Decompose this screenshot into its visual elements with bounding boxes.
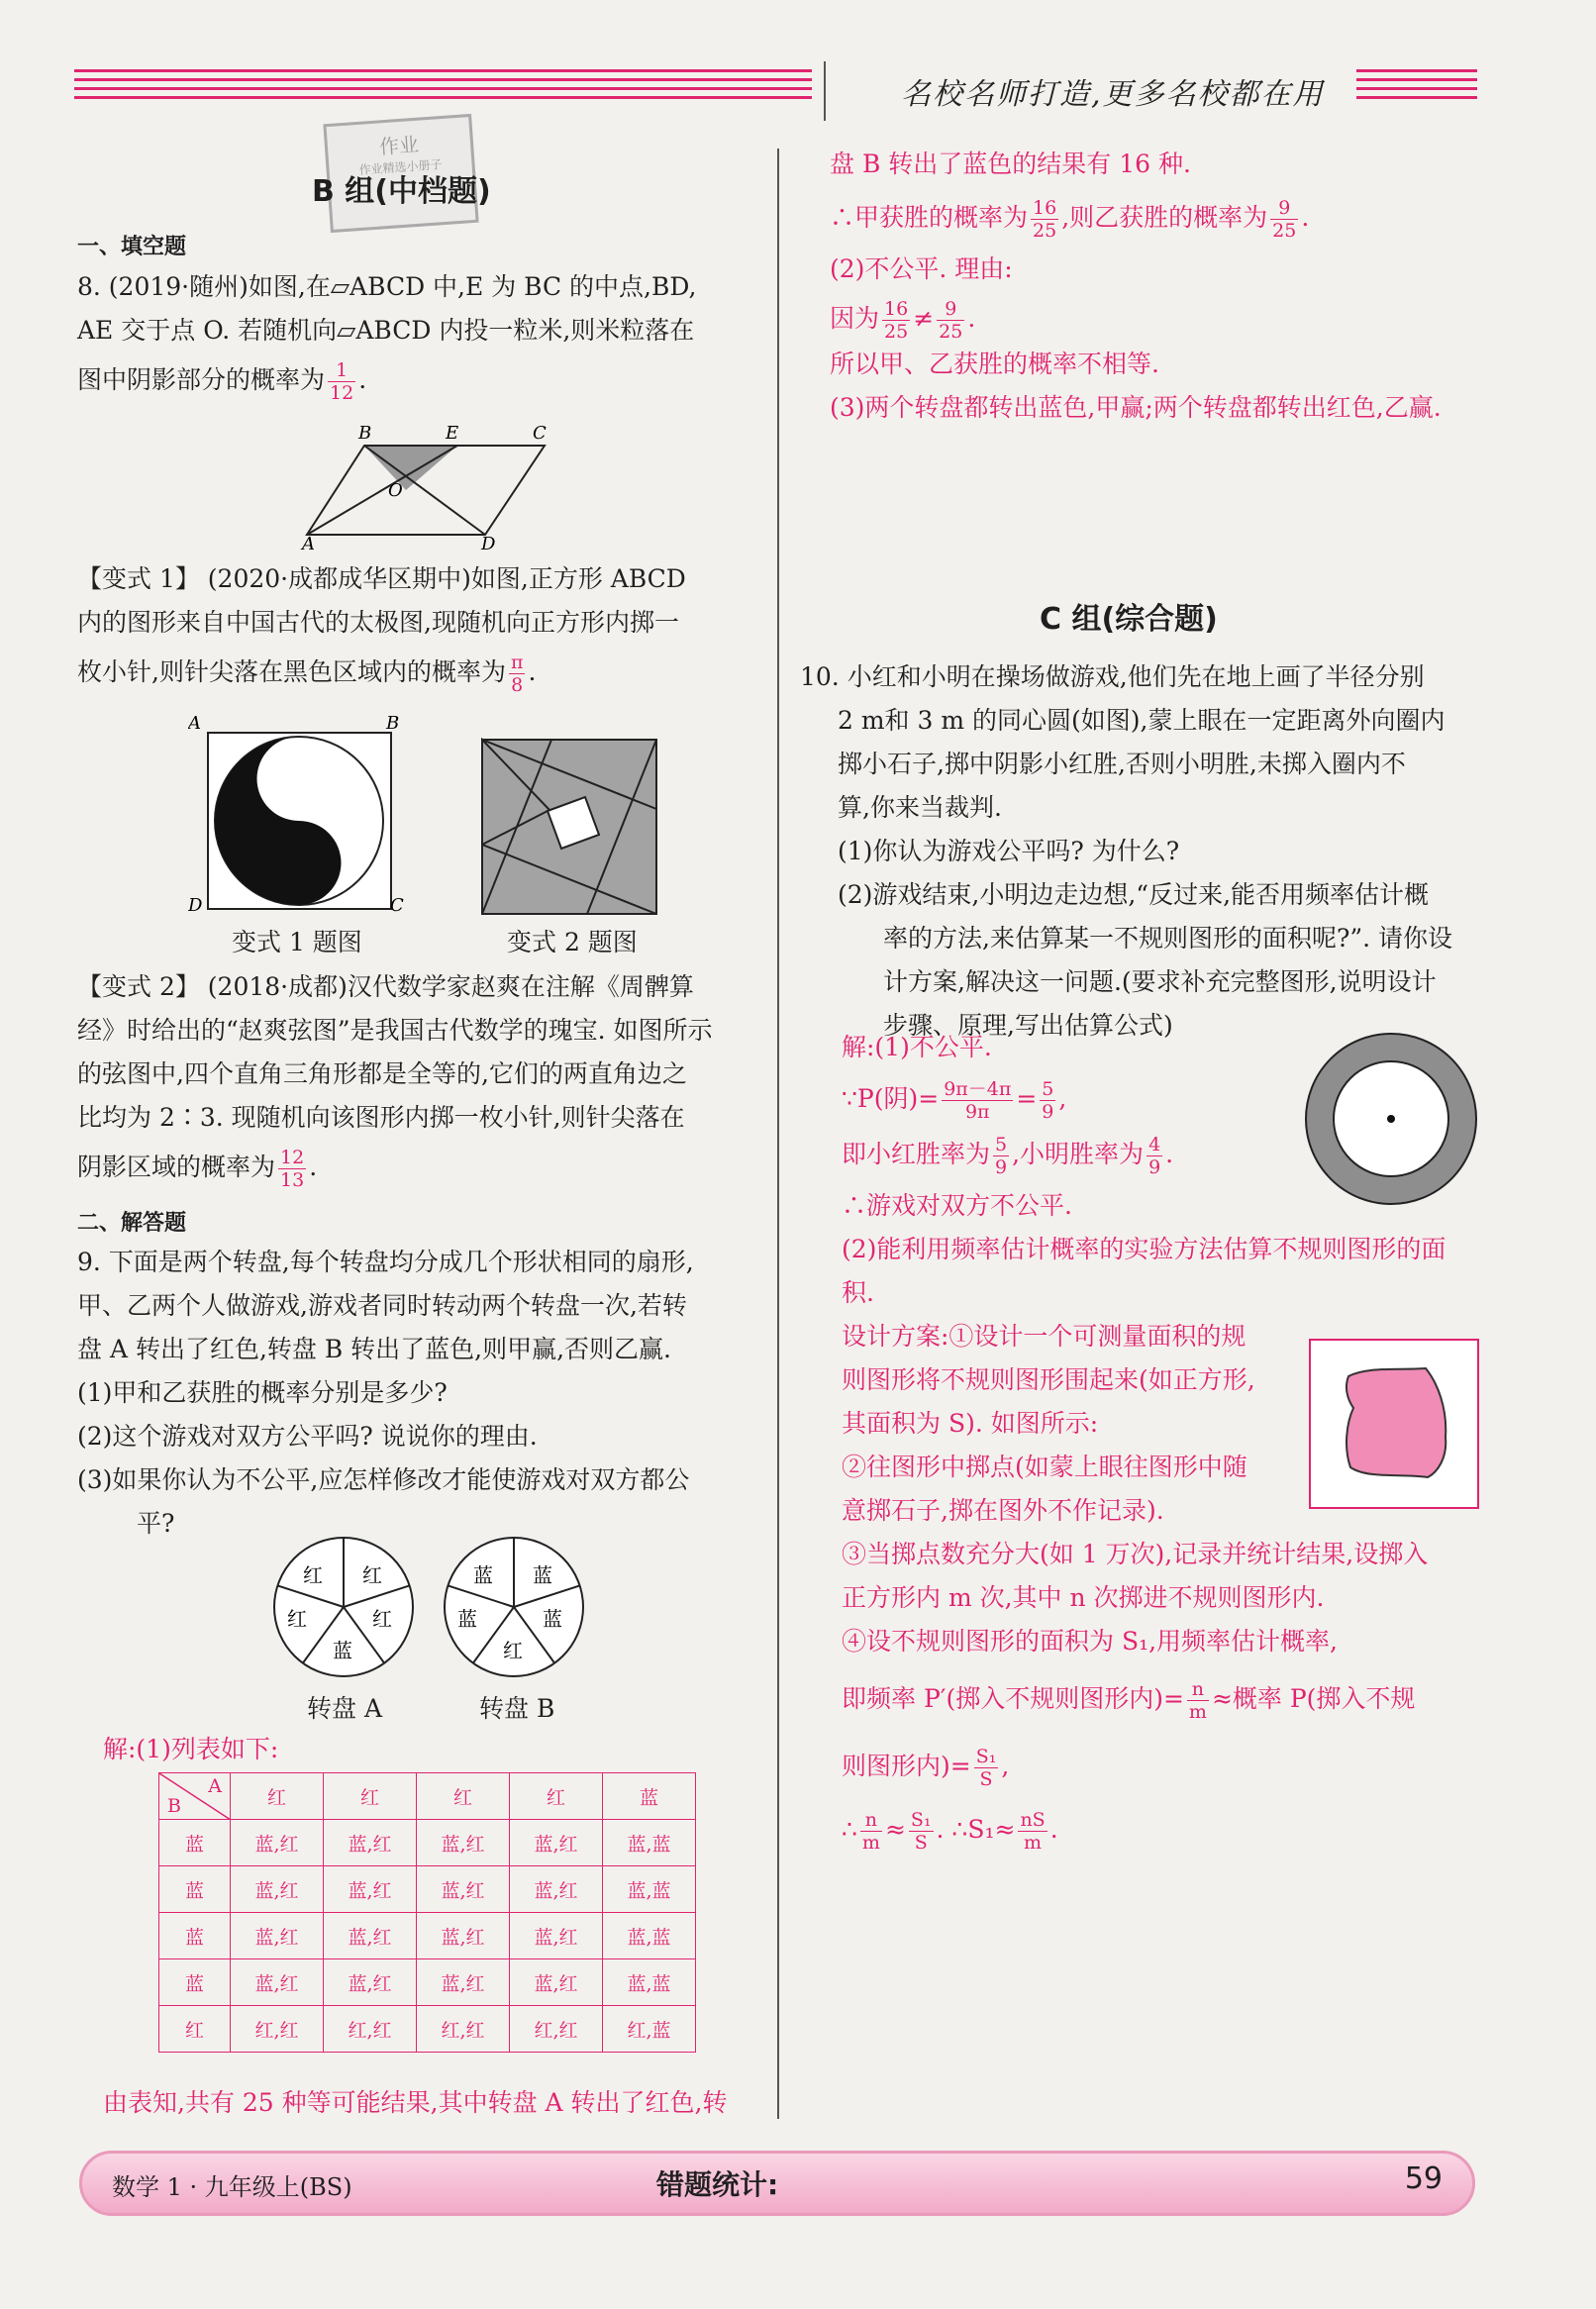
spin-a-label-1: 红 [303, 1563, 323, 1587]
table-cell: 蓝,红 [510, 1959, 603, 2006]
table-cell: 蓝 [159, 1866, 231, 1913]
taiji-label-b: B [386, 713, 400, 734]
table-cell: 蓝 [159, 1913, 231, 1959]
right-continuation: 盘 B 转出了蓝色的结果有 16 种. ∴甲获胜的概率为 $\frac{16}{25}$ ,则乙获胜的概率为 $\frac{9}{25}$ . (2)不公平. 理由: 因为 $\frac{16}{25}$ ≠ $\frac{9}{25}$ . 所以甲、乙获胜的概率不相等. (3)两个转盘都转出蓝色,甲赢;两个转盘都转出红色,乙赢. [830, 150, 1442, 422]
table-cell: 蓝,红 [324, 1820, 417, 1866]
table-header-cell: 红 [324, 1773, 417, 1820]
q9-text: 9. 下面是两个转盘,每个转盘均分成几个形状相同的扇形, 甲、乙两个人做游戏,游戏者同时转动两个转盘一次,若转 盘 A 转出了红色,转盘 B 转出了蓝色,则甲赢,否则乙赢. (1)甲和乙获胜的概率分别是多少? (2)这个游戏对双方公平吗? 说说你的理由. (3)如果你认为不公平,应怎样修改才能使游戏对双方都公 平? [77, 1248, 694, 1538]
stamp-image: 作业 作业精选小册子 [323, 114, 478, 233]
table-cell: 蓝,红 [510, 1913, 603, 1959]
table-cell: 红,红 [324, 2006, 417, 2053]
taiji-label-a: A [188, 713, 201, 734]
v1-answer: $\frac{\pi}{8}$ [510, 652, 524, 696]
taiji-figure [188, 713, 416, 916]
table-cell: 蓝,红 [417, 1820, 510, 1866]
zhao-shuang-figure [480, 738, 658, 916]
spinner-a [269, 1533, 418, 1681]
table-cell: 蓝,蓝 [603, 1866, 696, 1913]
label-a: A [302, 534, 315, 550]
spin-a-label-3: 红 [287, 1607, 307, 1631]
variant1-text: 【变式 1】 (2020·成都成华区期中)如图,正方形 ABCD 内的图形来自中国古代的太极图,现随机向正方形内掷一 枚小针,则针尖落在黑色区域内的概率为 $\frac{\pi}{8}$ . [77, 564, 686, 696]
table-cell: 红,红 [417, 2006, 510, 2053]
table-row [159, 1820, 696, 1866]
answer-questions-heading: 二、解答题 [77, 1211, 187, 1236]
v2-answer: $\frac{12}{13}$ [280, 1147, 305, 1191]
table-cell: 蓝,红 [417, 1866, 510, 1913]
page-number: 59 [1404, 2161, 1443, 2196]
label-c: C [533, 423, 547, 444]
table-cell: 红 [159, 2006, 231, 2053]
table-header-cell: 蓝 [603, 1773, 696, 1820]
table-cell: 红,红 [510, 2006, 603, 2053]
table-cell: 蓝,蓝 [603, 1820, 696, 1866]
spin-b-label-2: 蓝 [533, 1563, 552, 1587]
spin-b-label-5: 蓝 [543, 1607, 562, 1631]
label-e: E [446, 423, 459, 444]
spinner-a-caption: 转盘 A [307, 1694, 383, 1723]
corner-b: B [167, 1795, 181, 1817]
spinner-b-caption: 转盘 B [479, 1694, 555, 1723]
spin-b-label-4: 红 [503, 1639, 523, 1662]
table-cell: 蓝,红 [324, 1913, 417, 1959]
table-header-cell: 红 [417, 1773, 510, 1820]
table-cell: 蓝,红 [417, 1959, 510, 2006]
table-cell: 蓝,红 [510, 1866, 603, 1913]
table-cell: 蓝,红 [324, 1959, 417, 2006]
table-cell: 蓝,红 [417, 1913, 510, 1959]
table-header-cell: 红 [510, 1773, 603, 1820]
table-cell: 红,蓝 [603, 2006, 696, 2053]
table-cell: 蓝,蓝 [603, 1913, 696, 1959]
v1-caption: 变式 1 题图 [232, 928, 362, 956]
header-rule-left [74, 69, 812, 111]
spinner-b [440, 1533, 588, 1681]
table-cell: 蓝,红 [510, 1820, 603, 1866]
table-cell: 蓝,蓝 [603, 1959, 696, 2006]
table-row [159, 1959, 696, 2006]
q10-solution: 解:(1)不公平. ∵P(阴)= $\frac{9\pi-4\pi}{9\pi}$ = $\frac{5}{9}$ , 即小红胜率为 $\frac{5}{9}$ ,小明胜率为 $\frac{4}{9}$ . ∴游戏对双方不公平. (2)能利用频率估计概率的实验方法估算不规则图形的面 积. 设计方案:①设计一个可测量面积的规 则图形将不规则图形围起来(如正方形, 其面积为 S). 如图所示: ②往图形中掷点(如蒙上眼往图形中随 意掷石子,掷在图外不作记录). ③当掷点数充分大(如 1 万次),记录并统计结果,设掷入 正方形内 m 次,其中 n 次掷进不规则图形内. ④设不规则图形的面积为 S₁,用频率估计概率, 即频率 P′(掷入不规则图形内)= $\frac{n}{m}$ ≈概率 P(掷入不规 则图形内)= $\frac{\text{S₁}}{S}$ , ∴ $\frac{n}{m}$ ≈ $\frac{\text{S₁}}{S}$ . ∴S₁≈ $\frac{nS}{m}$ . [842, 1033, 1446, 1854]
footer-error-stats: 错题统计: [656, 2168, 779, 2201]
corner-a: A [208, 1775, 222, 1797]
spin-a-label-2: 红 [362, 1563, 382, 1587]
table-cell: 蓝,红 [231, 1820, 324, 1866]
variant2-text: 【变式 2】 (2018·成都)汉代数学家赵爽在注解《周髀算 经》时给出的“赵爽弦图”是我国古代数学的瑰宝. 如图所示 的弦图中,四个直角三角形都是全等的,它们的两直角边之 比均为 2∶3. 现随机向该图形内掷一枚小针,则针尖落在 阴影区域的概率为 $\frac{12}{13}$ . [77, 972, 713, 1191]
label-b: B [358, 423, 372, 444]
table-header-cell: 红 [231, 1773, 324, 1820]
table-row [159, 1913, 696, 1959]
page-footer [79, 2151, 1475, 2216]
q9-solution-intro: 解:(1)列表如下: [103, 1735, 279, 1763]
outcome-table [158, 1772, 696, 2053]
taiji-label-d: D [188, 895, 203, 916]
label-d: D [481, 534, 496, 550]
spin-a-label-5: 红 [372, 1607, 392, 1631]
q10-text: 10. 小红和小明在操场做游戏,他们先在地上画了半径分别 2 m和 3 m 的同心圆(如图),蒙上眼在一定距离外向圈内 掷小石子,掷中阴影小红胜,否则小明胜,未掷入圈内不 算,你来当裁判. (1)你认为游戏公平吗? 为什么? (2)游戏结束,小明边走边想,“反过来,能否用频率估计概 率的方法,来估算某一不规则图形的面积呢?”. 请你设 计方案,解决这一问题.(要求补充完整图形,说明设计 步骤、原理,写出估算公式) [800, 662, 1453, 1040]
table-cell: 蓝 [159, 1820, 231, 1866]
label-o: O [388, 480, 403, 501]
group-b-title: B 组(中档题) [312, 174, 491, 209]
table-cell: 蓝,红 [231, 1959, 324, 2006]
header-slogan: 名校名师打造,更多名校都在用 [901, 77, 1325, 112]
q8-answer: $\frac{1}{12}$ [330, 359, 354, 404]
irregular-shape-figure [1309, 1339, 1479, 1509]
table-cell: 红,红 [231, 2006, 324, 2053]
parallelogram-figure [297, 421, 574, 550]
fill-blank-heading: 一、填空题 [77, 235, 187, 259]
footer-book-label: 数学 1 · 九年级上(BS) [112, 2173, 352, 2201]
taiji-label-c: C [390, 895, 404, 916]
column-divider [777, 149, 779, 2119]
header-rule-right [1356, 69, 1477, 111]
table-row [159, 1866, 696, 1913]
table-cell: 蓝 [159, 1959, 231, 2006]
header-separator [824, 61, 826, 121]
table-cell: 蓝,红 [231, 1866, 324, 1913]
table-cell: 蓝,红 [324, 1866, 417, 1913]
spin-a-label-4: 蓝 [333, 1639, 352, 1662]
q8-text: 8. (2019·随州)如图,在▱ABCD 中,E 为 BC 的中点,BD, AE 交于点 O. 若随机向▱ABCD 内投一粒米,则米粒落在 图中阴影部分的概率为 $\frac{1}{12}$ . [77, 272, 697, 404]
spin-b-label-3: 蓝 [457, 1607, 477, 1631]
group-c-title: C 组(综合题) [1040, 602, 1218, 637]
spin-b-label-1: 蓝 [473, 1563, 493, 1587]
table-header-row [159, 1773, 696, 1820]
table-cell: 蓝,红 [231, 1913, 324, 1959]
q9-conclusion: 由表知,共有 25 种等可能结果,其中转盘 A 转出了红色,转 [103, 2088, 728, 2117]
v2-caption: 变式 2 题图 [507, 928, 638, 956]
table-row [159, 2006, 696, 2053]
